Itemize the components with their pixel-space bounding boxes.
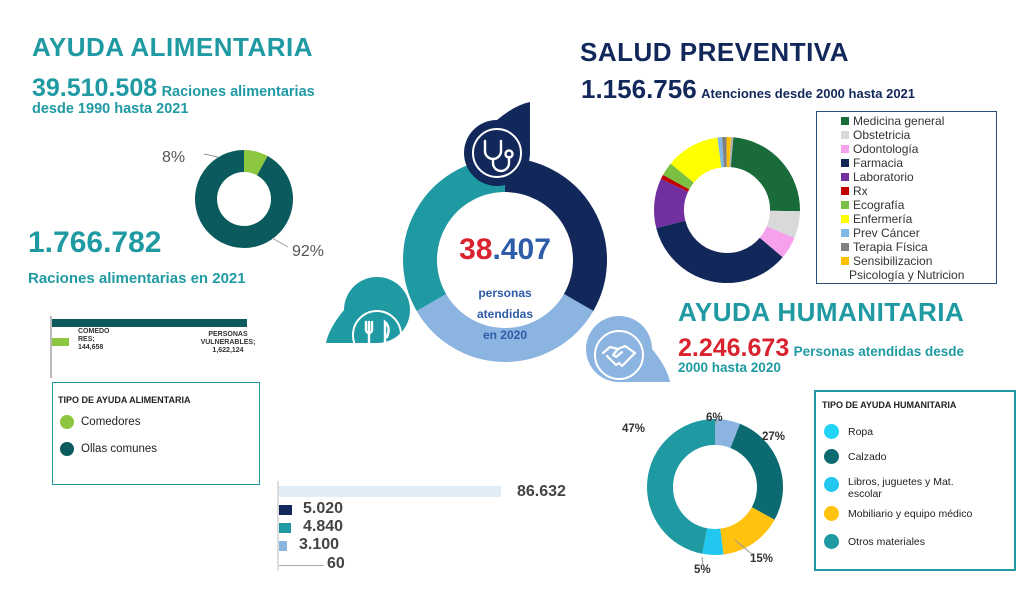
atendidos-bar-2	[279, 523, 291, 533]
humanitaria-legend-title: TIPO DE AYUDA HUMANITARIA	[822, 400, 957, 410]
alimentaria-total-text-2: desde 1990 hasta 2021	[32, 101, 189, 117]
salud-legend-label-7: Enfermería	[853, 212, 913, 226]
salud-slice-2	[771, 232, 780, 247]
atendidos-label-4: 60	[327, 555, 345, 572]
salud-total	[581, 74, 915, 105]
humanitaria-slice-1	[735, 436, 770, 514]
bar-label-personas: PERSONAS VULNERABLES; 1,622,124	[200, 331, 256, 354]
salud-legend-swatch-0	[841, 117, 849, 125]
salud-legend-swatch-1	[841, 131, 849, 139]
salud-legend-swatch-10	[841, 257, 849, 265]
salud-slice-4	[669, 185, 674, 224]
salud-slice-3	[671, 224, 771, 268]
atendidos-bar-0	[279, 486, 501, 497]
salud-legend-label-3: Farmacia	[853, 156, 904, 170]
salud-legend-label-8: Prev Cáncer	[853, 226, 920, 240]
salud-legend-swatch-3	[841, 159, 849, 167]
atendidos-label-0: 86.632	[517, 483, 566, 500]
salud-legend-swatch-9	[841, 243, 849, 251]
center-number: 38.407	[459, 233, 551, 266]
alimentaria-legend-title: TIPO DE AYUDA ALIMENTARIA	[58, 395, 191, 405]
hum-label-5: 5%	[694, 564, 711, 576]
humanitaria-title: AYUDA HUMANITARIA	[678, 297, 965, 327]
center-caption-line2: atendidas	[476, 307, 533, 321]
salud-legend-item-11	[849, 268, 964, 282]
hum-label-47: 47%	[622, 423, 646, 435]
alimentaria-legend	[52, 382, 260, 485]
atendidos-bar-1	[279, 505, 292, 515]
alimentaria-leader-92	[272, 238, 288, 247]
legend-swatch-calzado	[824, 449, 839, 464]
salud-legend-item-8	[841, 226, 920, 240]
salud-legend-item-3	[841, 156, 903, 170]
salud-legend-swatch-5	[841, 187, 849, 195]
atendidos-bar-chart	[277, 481, 587, 573]
alimentaria-year-text: Raciones alimentarias en 2021	[28, 270, 246, 287]
legend-item-calzado: Calzado	[824, 449, 887, 464]
salud-legend-item-2	[841, 142, 918, 156]
salud-legend-swatch-8	[841, 229, 849, 237]
humanitaria-donut-chart	[610, 400, 810, 585]
legend-item-libros: Libros, juguetes y Mat. escolar	[824, 476, 954, 500]
salud-legend-label-10: Sensibilizacion	[853, 254, 933, 268]
legend-swatch-ropa	[824, 424, 839, 439]
legend-swatch-otros	[824, 534, 839, 549]
salud-legend-label-4: Laboratorio	[853, 170, 914, 184]
salud-legend-item-1	[841, 128, 910, 142]
alimentaria-slice-0	[244, 161, 262, 166]
legend-swatch-mobiliario	[824, 506, 839, 521]
alimentaria-bar-chart	[50, 316, 256, 386]
alimentaria-total-number: 39.510.508	[32, 74, 158, 102]
legend-swatch-ollas	[60, 442, 74, 456]
salud-legend-swatch-4	[841, 173, 849, 181]
legend-item-mobiliario: Mobiliario y equipo médico	[824, 506, 972, 521]
hum-label-27: 27%	[762, 431, 786, 443]
salud-legend-label-5: Rx	[853, 184, 868, 198]
atendidos-label-2: 4.840	[303, 518, 344, 535]
bar-label-comedores: COMEDO RES; 144,658	[78, 328, 110, 351]
humanitaria-slice-2	[722, 513, 763, 541]
salud-donut-chart	[645, 130, 810, 290]
salud-legend-swatch-7	[841, 215, 849, 223]
salud-legend-item-6	[841, 198, 904, 212]
salud-legend	[816, 111, 997, 284]
salud-legend-item-10	[841, 254, 932, 268]
humanitaria-text-2: 2000 hasta 2020	[678, 360, 781, 375]
salud-slice-0	[732, 152, 785, 211]
center-caption-line1: personas	[478, 286, 532, 300]
legend-item-otros: Otros materiales	[824, 534, 925, 549]
alimentaria-total	[32, 74, 315, 103]
atendidos-bar-3	[279, 541, 287, 551]
alimentaria-leader-8	[204, 154, 218, 157]
legend-item-ropa: Ropa	[824, 424, 873, 439]
alimentaria-slice-1	[206, 161, 282, 237]
hum-label-6: 6%	[706, 412, 723, 424]
salud-legend-label-6: Ecografía	[853, 198, 905, 212]
salud-slice-6	[676, 173, 682, 182]
legend-item-comedores: Comedores	[60, 415, 140, 429]
atendidos-bar-4	[279, 565, 324, 566]
salud-title: SALUD PREVENTIVA	[580, 37, 849, 67]
alimentaria-title: AYUDA ALIMENTARIA	[32, 32, 314, 62]
alimentaria-label-8: 8%	[162, 149, 186, 166]
atendidos-label-3: 3.100	[299, 536, 340, 553]
salud-legend-item-4	[841, 170, 914, 184]
atendidos-label-1: 5.020	[303, 500, 344, 517]
salud-legend-label-1: Obstetricia	[853, 128, 911, 142]
salud-number: 1.156.756	[581, 74, 697, 104]
salud-legend-swatch-2	[841, 145, 849, 153]
salud-legend-item-9	[841, 240, 928, 254]
alimentaria-total-text-1: Raciones alimentarias	[161, 84, 315, 100]
humanitaria-total	[678, 334, 964, 363]
humanitaria-text-1: Personas atendidas desde	[793, 344, 964, 359]
humanitaria-number: 2.246.673	[678, 334, 790, 362]
hum-label-15: 15%	[750, 553, 774, 565]
alimentaria-label-92: 92%	[292, 243, 325, 260]
salud-legend-label-2: Odontología	[853, 142, 919, 156]
bar-personas-vulnerables	[52, 319, 247, 327]
salud-slice-7	[682, 153, 719, 174]
salud-legend-item-5	[841, 184, 868, 198]
center-caption-line3: en 2020	[482, 328, 528, 342]
salud-legend-item-0	[841, 114, 944, 128]
humanitaria-slice-3	[705, 541, 722, 542]
humanitaria-slice-0	[715, 432, 735, 436]
salud-slice-1	[781, 211, 785, 232]
humanitaria-slice-4	[660, 432, 715, 541]
salud-legend-label-9: Terapia Física	[853, 240, 928, 254]
alimentaria-year-number: 1.766.782	[28, 226, 162, 259]
legend-swatch-comedores	[60, 415, 74, 429]
legend-swatch-libros	[824, 477, 839, 492]
salud-legend-label-0: Medicina general	[853, 114, 945, 128]
salud-legend-swatch-6	[841, 201, 849, 209]
salud-text: Atenciones desde 2000 hasta 2021	[701, 86, 916, 101]
center-caption	[440, 283, 570, 346]
bar-comedores	[52, 338, 69, 346]
humanitaria-legend	[814, 390, 1016, 571]
legend-item-ollas: Ollas comunes	[60, 442, 157, 456]
salud-slice-5	[674, 182, 676, 185]
salud-legend-item-7	[841, 212, 912, 226]
salud-legend-label-11: Psicología y Nutricion	[849, 268, 965, 282]
